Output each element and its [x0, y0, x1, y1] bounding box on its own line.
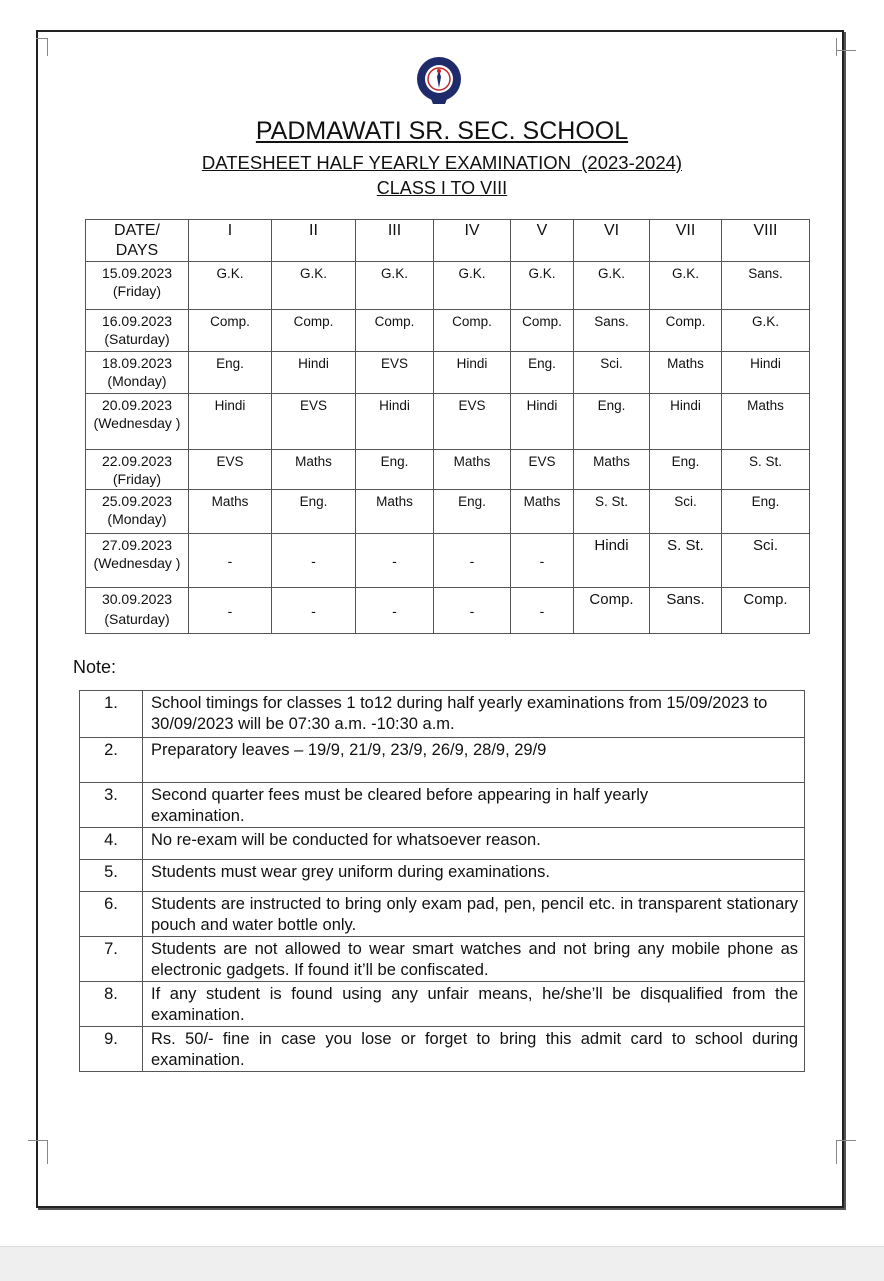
- column-header-class: VII: [650, 220, 722, 262]
- subject-cell: -: [511, 534, 574, 588]
- date-cell: [86, 490, 189, 534]
- date-cell: [86, 534, 189, 588]
- day-text: (Monday): [107, 373, 167, 389]
- subject-cell: Maths: [356, 490, 434, 534]
- subject-cell: Sans.: [650, 588, 722, 634]
- school-name: PADMAWATI SR. SEC. SCHOOL: [255, 117, 629, 145]
- subject-cell: Eng.: [189, 352, 272, 394]
- day-text: (Wednesday ): [93, 415, 181, 431]
- note-text: If any student is found using any unfair means, he/she’ll be disqualified from the examination.: [143, 982, 805, 1027]
- subject-cell: Comp.: [356, 310, 434, 352]
- subject-cell: Maths: [189, 490, 272, 534]
- crop-mark: [836, 38, 837, 56]
- day-text: (Friday): [112, 283, 162, 299]
- subject-cell: Eng.: [511, 352, 574, 394]
- subject-cell: Eng.: [574, 394, 650, 450]
- day-text: (Friday): [112, 471, 162, 487]
- subject-cell: G.K.: [189, 262, 272, 310]
- date-cell: [86, 310, 189, 352]
- table-row: [86, 394, 810, 450]
- subject-cell: Hindi: [356, 394, 434, 450]
- subject-cell: Maths: [574, 450, 650, 490]
- table-row: [86, 450, 810, 490]
- note-text: Second quarter fees must be cleared before appearing in half yearly examination.: [143, 783, 805, 828]
- subject-cell: G.K.: [272, 262, 356, 310]
- viewer-status-bar: [0, 1246, 884, 1281]
- subject-cell: Hindi: [434, 352, 511, 394]
- subject-cell: Comp.: [434, 310, 511, 352]
- class-range: CLASS I TO VIII: [376, 178, 508, 198]
- note-label: Note:: [73, 657, 117, 677]
- subject-cell: G.K.: [574, 262, 650, 310]
- note-text: No re-exam will be conducted for whatsoever reason.: [143, 828, 805, 860]
- subject-cell: -: [272, 534, 356, 588]
- note-row: [80, 892, 805, 937]
- date-text: 30.09.2023: [101, 591, 173, 607]
- subject-cell: Eng.: [356, 450, 434, 490]
- day-text: (Wednesday ): [93, 555, 181, 571]
- subject-cell: Maths: [434, 450, 511, 490]
- crop-mark: [836, 1140, 856, 1141]
- date-cell: [86, 352, 189, 394]
- subject-cell: Hindi: [650, 394, 722, 450]
- date-text: 25.09.2023: [101, 493, 173, 509]
- note-number: 8.: [80, 982, 143, 1027]
- date-text: 15.09.2023: [101, 265, 173, 281]
- note-text: Preparatory leaves – 19/9, 21/9, 23/9, 26/9, 28/9, 29/9: [143, 738, 805, 783]
- subject-cell: EVS: [434, 394, 511, 450]
- note-row: [80, 982, 805, 1027]
- table-row: [86, 534, 810, 588]
- subject-cell: -: [434, 534, 511, 588]
- column-header-date: DATE/ DAYS: [86, 220, 189, 262]
- crop-mark: [47, 38, 48, 56]
- note-text: Students must wear grey uniform during examinations.: [143, 860, 805, 892]
- subject-cell: Sans.: [574, 310, 650, 352]
- column-header-class: II: [272, 220, 356, 262]
- note-text: Rs. 50/- fine in case you lose or forget to bring this admit card to school during examination.: [143, 1027, 805, 1072]
- crop-mark: [836, 50, 856, 51]
- subject-cell: Maths: [650, 352, 722, 394]
- day-text: (Saturday): [104, 331, 170, 347]
- subject-cell: Eng.: [272, 490, 356, 534]
- date-text: 20.09.2023: [101, 397, 173, 413]
- subject-cell: EVS: [272, 394, 356, 450]
- subject-cell: S. St.: [722, 450, 810, 490]
- subject-cell: Hindi: [189, 394, 272, 450]
- date-text: 18.09.2023: [101, 355, 173, 371]
- header-row: [86, 220, 810, 262]
- date-cell: [86, 394, 189, 450]
- subject-cell: EVS: [189, 450, 272, 490]
- subject-cell: Comp.: [574, 588, 650, 634]
- subject-cell: S. St.: [650, 534, 722, 588]
- crop-mark: [47, 1140, 48, 1164]
- date-text: 16.09.2023: [101, 313, 173, 329]
- subject-cell: EVS: [356, 352, 434, 394]
- note-row: [80, 783, 805, 828]
- note-row: [80, 937, 805, 982]
- subject-cell: -: [272, 588, 356, 634]
- subject-cell: Hindi: [574, 534, 650, 588]
- note-row: [80, 691, 805, 738]
- subject-cell: Sci.: [574, 352, 650, 394]
- column-header-class: IV: [434, 220, 511, 262]
- subject-cell: Sans.: [722, 262, 810, 310]
- subject-cell: Eng.: [650, 450, 722, 490]
- subject-cell: G.K.: [650, 262, 722, 310]
- subject-cell: S. St.: [574, 490, 650, 534]
- subject-cell: Sci.: [650, 490, 722, 534]
- school-logo: [413, 55, 465, 107]
- subject-cell: Eng.: [434, 490, 511, 534]
- subject-cell: -: [189, 588, 272, 634]
- note-row: [80, 860, 805, 892]
- note-text: Students are instructed to bring only exam pad, pen, pencil etc. in transparent stationary pouch and water bottle only.: [143, 892, 805, 937]
- note-text: School timings for classes 1 to12 during half yearly examinations from 15/09/2023 to 30/09/2023 will be 07:30 a.m. -10:30 a.m.: [143, 691, 805, 738]
- subject-cell: Maths: [722, 394, 810, 450]
- note-row: [80, 1027, 805, 1072]
- note-row: [80, 828, 805, 860]
- subject-cell: -: [189, 534, 272, 588]
- note-number: 2.: [80, 738, 143, 783]
- subject-cell: G.K.: [511, 262, 574, 310]
- subject-cell: -: [356, 534, 434, 588]
- subject-cell: -: [434, 588, 511, 634]
- subject-cell: Sci.: [722, 534, 810, 588]
- subject-cell: Comp.: [650, 310, 722, 352]
- subject-cell: G.K.: [722, 310, 810, 352]
- date-cell: [86, 588, 189, 634]
- subject-cell: Comp.: [189, 310, 272, 352]
- note-row: [80, 738, 805, 783]
- table-row: [86, 490, 810, 534]
- note-number: 5.: [80, 860, 143, 892]
- subject-cell: EVS: [511, 450, 574, 490]
- note-number: 3.: [80, 783, 143, 828]
- subject-cell: Hindi: [722, 352, 810, 394]
- datesheet-table: [85, 219, 810, 634]
- note-text: Students are not allowed to wear smart watches and not bring any mobile phone as electronic gadgets. If found it’ll be confiscated.: [143, 937, 805, 982]
- column-header-class: VI: [574, 220, 650, 262]
- note-number: 1.: [80, 691, 143, 738]
- crop-mark: [28, 1140, 48, 1141]
- note-number: 6.: [80, 892, 143, 937]
- column-header-class: I: [189, 220, 272, 262]
- subject-cell: Eng.: [722, 490, 810, 534]
- subject-cell: Comp.: [272, 310, 356, 352]
- subject-cell: Hindi: [272, 352, 356, 394]
- subject-cell: Hindi: [511, 394, 574, 450]
- date-cell: [86, 262, 189, 310]
- column-header-class: VIII: [722, 220, 810, 262]
- subject-cell: -: [356, 588, 434, 634]
- column-header-class: V: [511, 220, 574, 262]
- note-number: 4.: [80, 828, 143, 860]
- day-text: (Saturday): [104, 611, 170, 627]
- subject-cell: -: [511, 588, 574, 634]
- table-row: [86, 262, 810, 310]
- date-text: 27.09.2023: [101, 537, 173, 553]
- subject-cell: Comp.: [722, 588, 810, 634]
- subject-cell: G.K.: [356, 262, 434, 310]
- note-number: 9.: [80, 1027, 143, 1072]
- datesheet-title: DATESHEET HALF YEARLY EXAMINATION (2023-2024): [201, 152, 683, 173]
- subject-cell: Comp.: [511, 310, 574, 352]
- subject-cell: Maths: [272, 450, 356, 490]
- date-text: 22.09.2023: [101, 453, 173, 469]
- notes-table: [79, 690, 805, 1072]
- subject-cell: G.K.: [434, 262, 511, 310]
- crop-mark: [836, 1140, 837, 1164]
- table-row: [86, 352, 810, 394]
- date-cell: [86, 450, 189, 490]
- table-row: [86, 588, 810, 634]
- note-number: 7.: [80, 937, 143, 982]
- day-text: (Monday): [107, 511, 167, 527]
- column-header-class: III: [356, 220, 434, 262]
- subject-cell: Maths: [511, 490, 574, 534]
- table-row: [86, 310, 810, 352]
